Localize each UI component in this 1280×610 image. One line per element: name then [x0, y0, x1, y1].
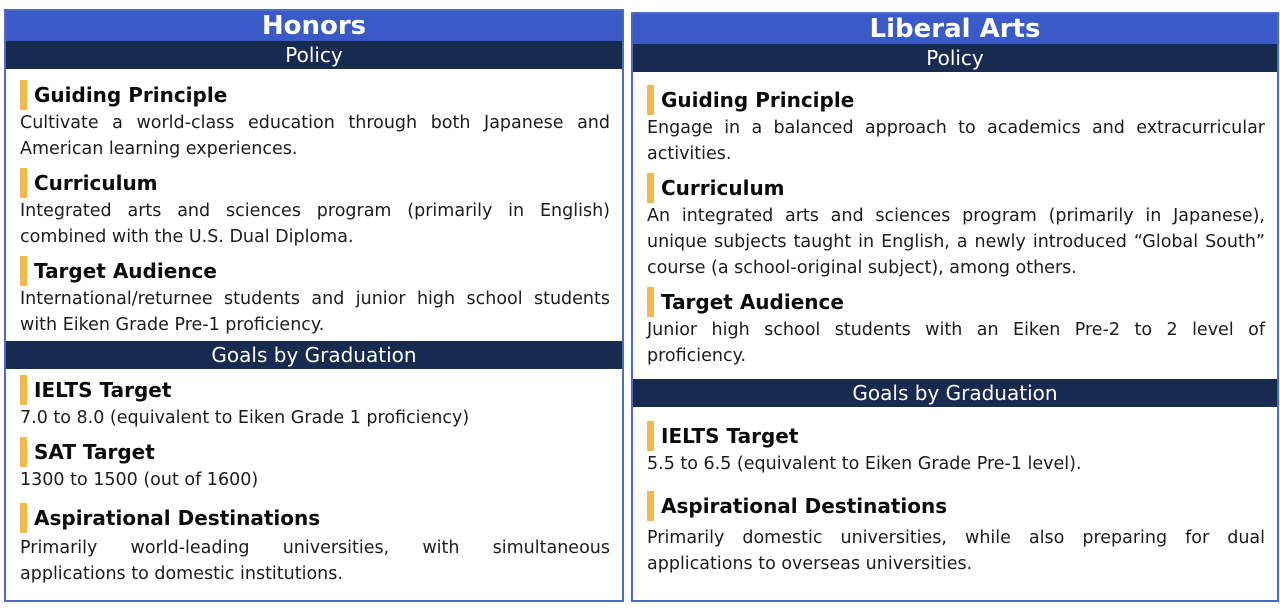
liberal-arts-target-audience: [647, 287, 1265, 369]
honors-sat-target: [20, 437, 610, 493]
accent-bar: [647, 421, 654, 451]
item-text: Primarily world-leading universities, with simultaneous applications to domestic institutions.: [20, 538, 610, 584]
honors-guiding-principle: [20, 80, 610, 162]
accent-bar: [20, 168, 27, 198]
item-text: International/returnee students and junior high school students with Eiken Grade Pre-1 proficiency.: [20, 289, 610, 335]
accent-bar: [20, 80, 27, 110]
item-text: 7.0 to 8.0 (equivalent to Eiken Grade 1 proficiency): [20, 408, 470, 428]
item-heading: Target Audience: [34, 259, 217, 283]
honors-curriculum: [20, 168, 610, 250]
accent-bar: [647, 491, 654, 521]
item-heading: IELTS Target: [34, 378, 172, 402]
item-heading: Aspirational Destinations: [661, 494, 948, 518]
honors-policy-section: [6, 69, 622, 338]
liberal-arts-title: Liberal Arts: [633, 14, 1277, 44]
item-text: Primarily domestic universities, while also preparing for dual applications to overseas universities.: [647, 528, 1265, 574]
item-heading: Guiding Principle: [661, 88, 855, 112]
liberal-arts-guiding-principle: [647, 85, 1265, 167]
liberal-arts-policy-header: Policy: [633, 44, 1277, 72]
item-text: 1300 to 1500 (out of 1600): [20, 470, 259, 490]
accent-bar: [20, 375, 27, 405]
liberal-arts-curriculum: [647, 173, 1265, 281]
item-text: Engage in a balanced approach to academics and extracurricular activities.: [647, 118, 1265, 164]
item-text: Integrated arts and sciences program (primarily in English) combined with the U.S. Dual Diploma.: [20, 201, 610, 247]
accent-bar: [647, 287, 654, 317]
accent-bar: [20, 503, 27, 533]
liberal-arts-goals-section: [633, 407, 1277, 577]
accent-bar: [20, 437, 27, 467]
accent-bar: [647, 85, 654, 115]
item-heading: Curriculum: [34, 171, 158, 195]
liberal-arts-panel: [631, 12, 1279, 602]
item-text: An integrated arts and sciences program (primarily in Japanese), unique subjects taught in English, a newly introduced “Global South” course (a school-original subject), among others.: [647, 206, 1265, 278]
liberal-arts-policy-section: [633, 72, 1277, 369]
item-heading: IELTS Target: [661, 424, 799, 448]
accent-bar: [20, 256, 27, 286]
item-heading: Target Audience: [661, 290, 844, 314]
honors-goals-header: Goals by Graduation: [6, 341, 622, 369]
honors-ielts-target: [20, 375, 610, 431]
item-text: 5.5 to 6.5 (equivalent to Eiken Grade Pre-1 level).: [647, 454, 1082, 474]
item-heading: Guiding Principle: [34, 83, 228, 107]
item-heading: SAT Target: [34, 440, 155, 464]
item-heading: Curriculum: [661, 176, 785, 200]
liberal-arts-aspirational-destinations: [647, 491, 1265, 577]
item-text: Cultivate a world-class education through both Japanese and American learning experiences.: [20, 113, 610, 159]
liberal-arts-ielts-target: [647, 421, 1265, 477]
honors-policy-header: Policy: [6, 41, 622, 69]
liberal-arts-goals-header: Goals by Graduation: [633, 379, 1277, 407]
item-text: Junior high school students with an Eiken Pre-2 to 2 level of proficiency.: [647, 320, 1265, 366]
honors-title: Honors: [6, 11, 622, 41]
honors-goals-section: [6, 369, 622, 587]
honors-panel: [4, 9, 624, 602]
accent-bar: [647, 173, 654, 203]
item-heading: Aspirational Destinations: [34, 506, 321, 530]
honors-target-audience: [20, 256, 610, 338]
honors-aspirational-destinations: [20, 503, 610, 587]
